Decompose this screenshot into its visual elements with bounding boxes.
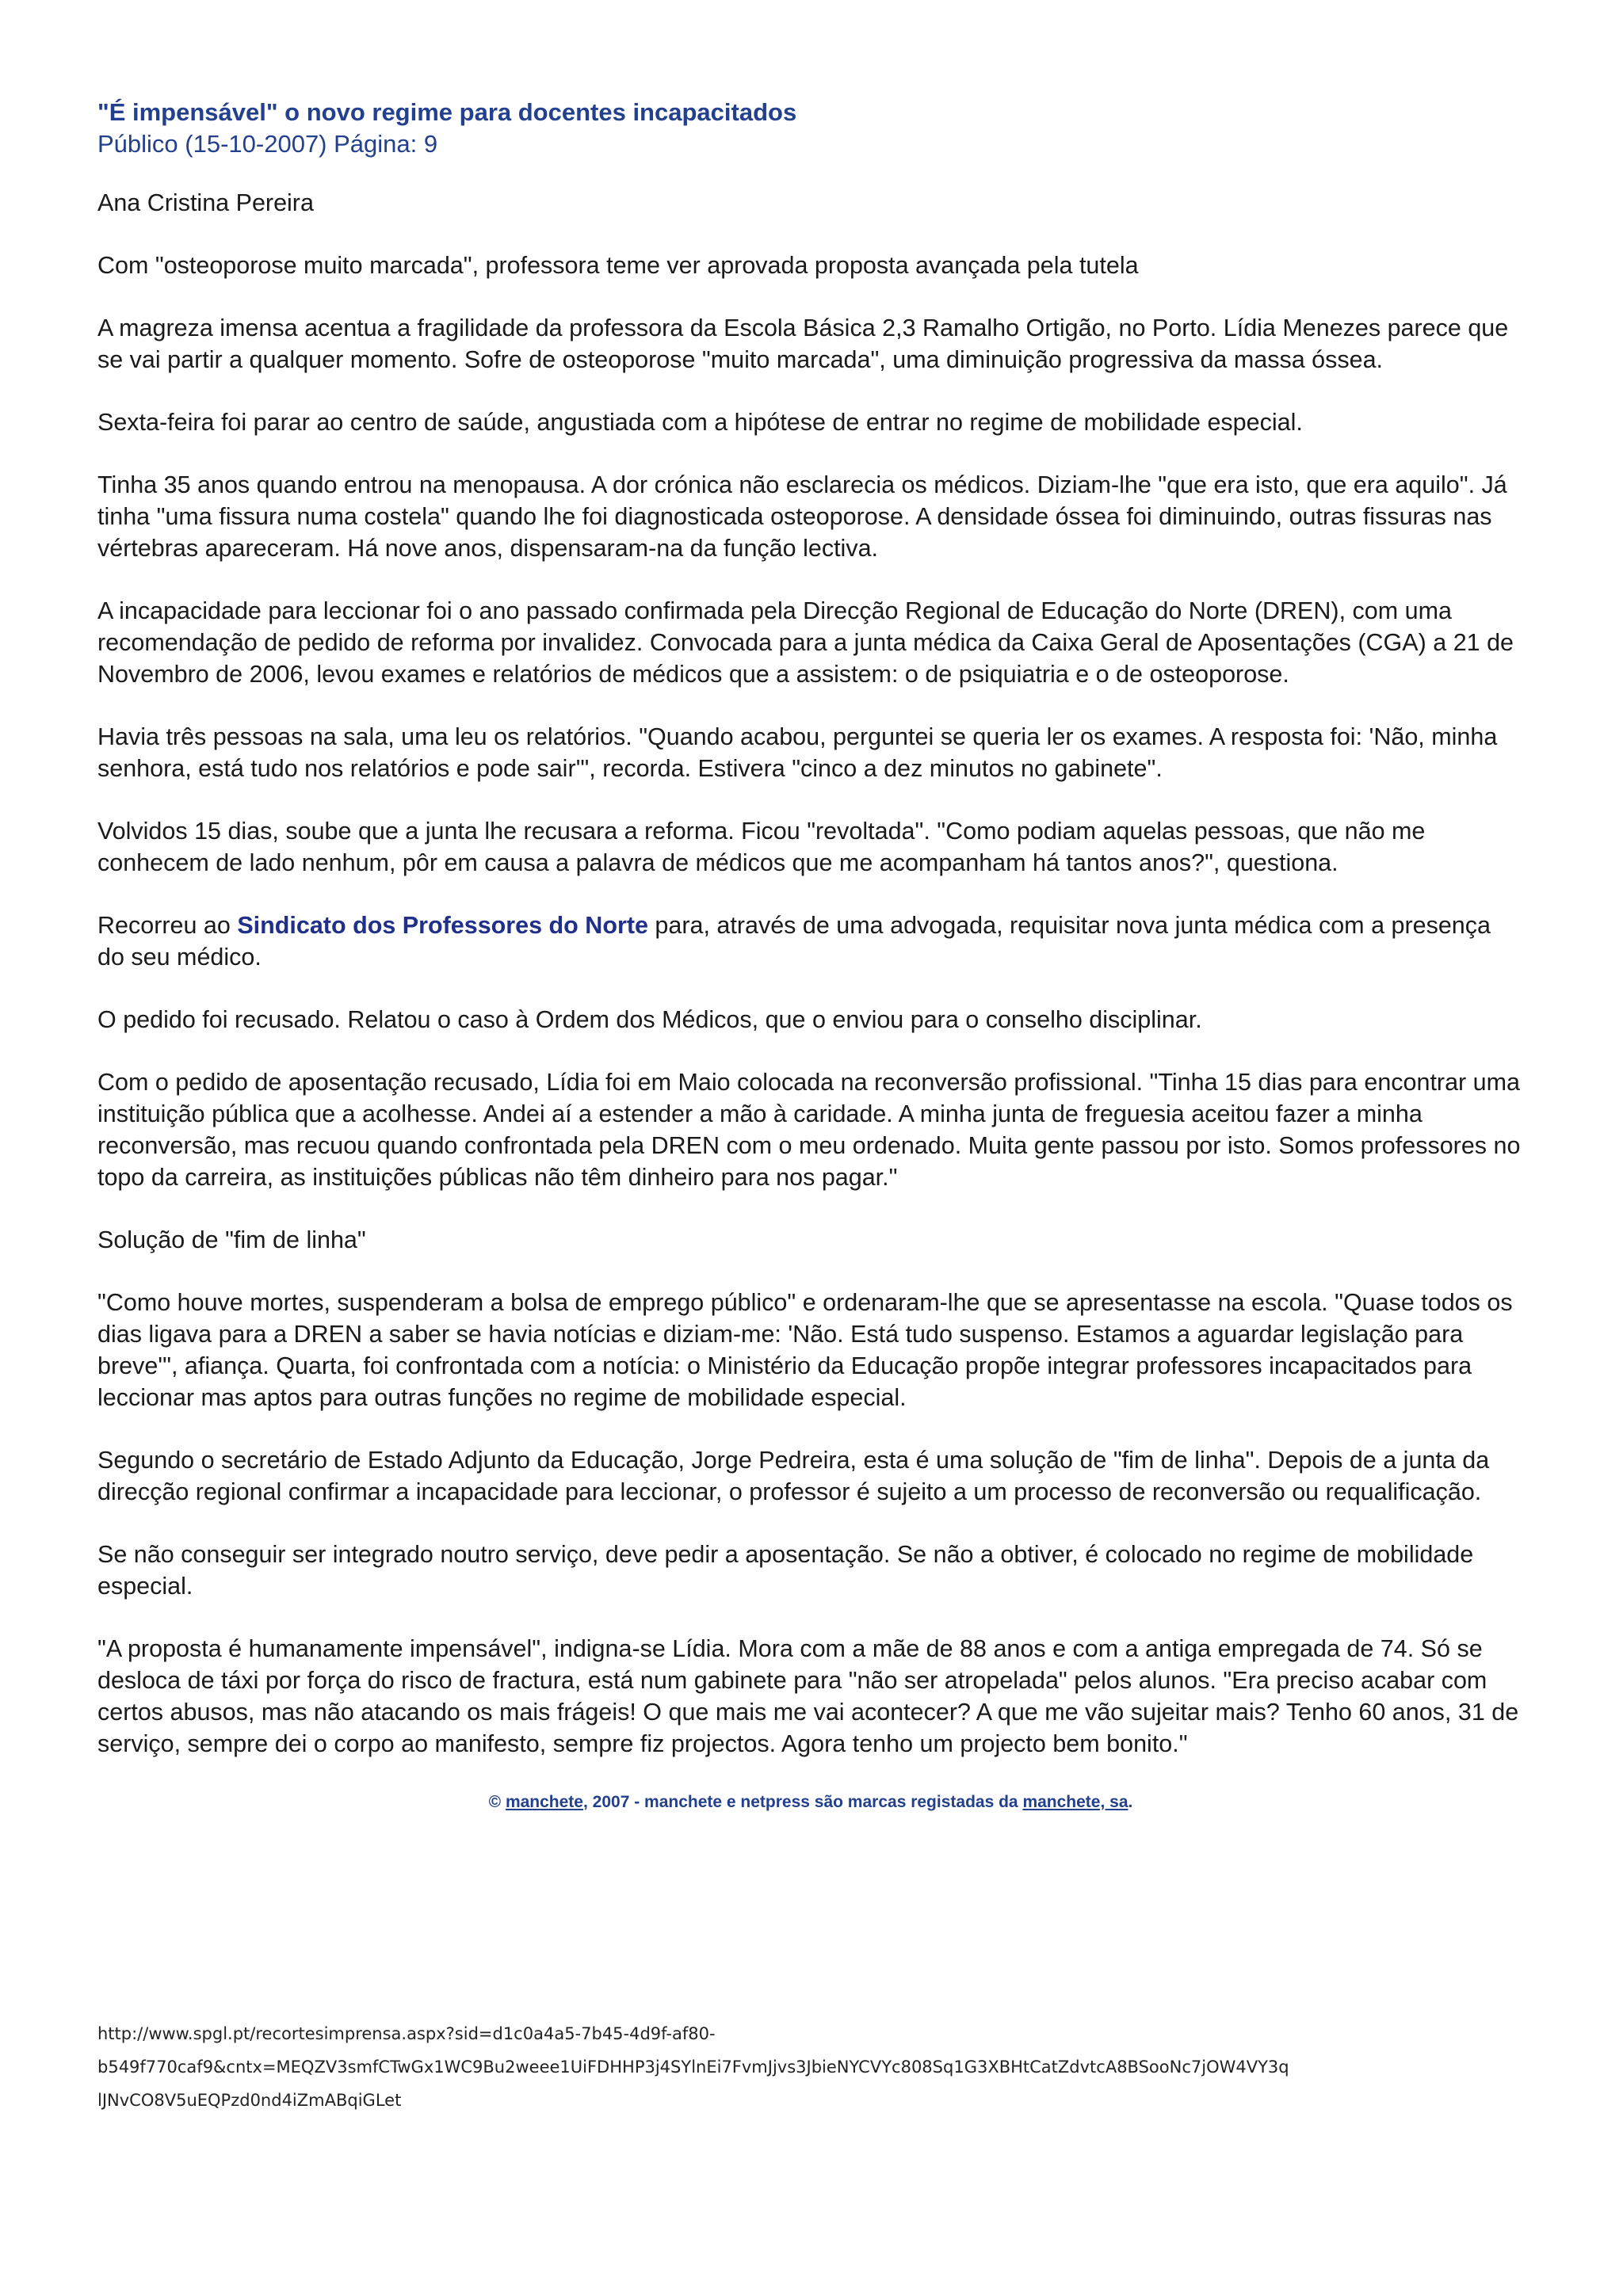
copyright-symbol: © xyxy=(488,1793,506,1811)
article-lead: Com "osteoporose muito marcada", professora teme ver aprovada proposta avançada pela tutela xyxy=(97,252,1139,279)
url-line: http://www.spgl.pt/recortesimprensa.aspx?sid=d1c0a4a5-7b45-4d9f-af80- xyxy=(97,2024,716,2043)
article-page xyxy=(97,97,1524,1814)
article-author: Ana Cristina Pereira xyxy=(97,189,314,216)
article-paragraph: "A proposta é humanamente impensável", indigna-se Lídia. Mora com a mãe de 88 anos e com a antiga empregada de 74. Só se desloca de táxi por força do risco de fractura, está num gabinete para "não ser atropelada" pelos alunos. "Era preciso acabar com certos abusos, mas não atacando os mais frágeis! O que mais me vai acontecer? A que me vão sujeitar mais? Tenho 60 anos, 31 de serviço, sempre dei o corpo ao manifesto, sempre fiz projectos. Agora tenho um projecto bem bonito." xyxy=(97,1635,1519,1757)
paragraph-text: para, através de uma advogada, requisitar nova junta médica com a presença do seu médico. xyxy=(97,912,1491,971)
article-paragraph: A incapacidade para leccionar foi o ano passado confirmada pela Direcção Regional de Educação do Norte (DREN), com uma recomendação de pedido de reforma por invalidez. Convocada para a junta médica da Caixa Geral de Aposentações (CGA) a 21 de Novembro de 2006, levou exames e relatórios de médicos que a assistem: o de psiquiatria e o de osteoporose. xyxy=(97,597,1514,688)
copyright-footer xyxy=(97,1791,1524,1814)
manchete-link[interactable]: manchete xyxy=(505,1793,583,1811)
article-paragraph: Sexta-feira foi parar ao centro de saúde, angustiada com a hipótese de entrar no regime de mobilidade especial. xyxy=(97,409,1303,436)
article-paragraph: Havia três pessoas na sala, uma leu os relatórios. "Quando acabou, perguntei se queria ler os exames. A resposta foi: 'Não, minha senhora, está tudo nos relatórios e pode sair'", recorda. Estivera "cinco a dez minutos no gabinete". xyxy=(97,723,1498,782)
article-paragraph: Com o pedido de aposentação recusado, Lídia foi em Maio colocada na reconversão profissional. "Tinha 15 dias para encontrar uma instituição pública que a acolhesse. Andei aí a estender a mão à caridade. A minha junta de freguesia aceitou fazer a minha reconversão, mas recuou quando confrontada pela DREN com o meu ordenado. Muita gente passou por isto. Somos professores no topo da carreira, as instituições públicas não têm dinheiro para nos pagar." xyxy=(97,1069,1521,1191)
article-subhead: Solução de "fim de linha" xyxy=(97,1226,366,1253)
article-paragraph: Tinha 35 anos quando entrou na menopausa. A dor crónica não esclarecia os médicos. Diziam-lhe "que era isto, que era aquilo". Já tinha "uma fissura numa costela" quando lhe foi diagnosticada osteoporose. A densidade óssea foi diminuindo, outras fissuras nas vértebras apareceram. Há nove anos, dispensaram-na da função lectiva. xyxy=(97,471,1507,562)
paragraph-text: Recorreu ao xyxy=(97,912,238,939)
union-link[interactable]: Sindicato dos Professores do Norte xyxy=(237,912,648,939)
article-paragraph: Se não conseguir ser integrado noutro serviço, deve pedir a aposentação. Se não a obtiver, é colocado no regime de mobilidade especial. xyxy=(97,1541,1474,1600)
article-source: Público (15-10-2007) Página: 9 xyxy=(97,130,438,158)
article-paragraph: Segundo o secretário de Estado Adjunto da Educação, Jorge Pedreira, esta é uma solução de "fim de linha". Depois de a junta da direcção regional confirmar a incapacidade para leccionar, o professor é sujeito a um processo de reconversão ou requalificação. xyxy=(97,1447,1490,1505)
source-url xyxy=(97,2017,1524,2117)
copyright-text: , 2007 - manchete e netpress são marcas registadas da xyxy=(582,1793,1023,1811)
manchete-sa-link[interactable]: manchete, sa xyxy=(1022,1793,1128,1811)
url-line: b549f770caf9&cntx=MEQZV3smfCTwGx1WC9Bu2weee1UiFDHHP3j4SYlnEi7FvmJjvs3JbieNYCVYc808Sq1G3XBHtCatZdvtcA8BSooNc7jOW4VY3q xyxy=(97,2058,1289,2077)
article-paragraph: Volvidos 15 dias, soube que a junta lhe recusara a reforma. Ficou "revoltada". "Como podiam aquelas pessoas, que não me conhecem de lado nenhum, pôr em causa a palavra de médicos que me acompanham há tantos anos?", questiona. xyxy=(97,818,1426,876)
article-paragraph: A magreza imensa acentua a fragilidade da professora da Escola Básica 2,3 Ramalho Ortigão, no Porto. Lídia Menezes parece que se vai partir a qualquer momento. Sofre de osteoporose "muito marcada", uma diminuição progressiva da massa óssea. xyxy=(97,315,1509,373)
article-paragraph xyxy=(97,910,1524,973)
article-paragraph: "Como houve mortes, suspenderam a bolsa de emprego público" e ordenaram-lhe que se apresentasse na escola. "Quase todos os dias ligava para a DREN a saber se havia notícias e diziam-me: 'Não. Está tudo suspenso. Estamos a aguardar legislação para breve'", afiança. Quarta, foi confrontada com a notícia: o Ministério da Educação propõe integrar professores incapacitados para leccionar mas aptos para outras funções no regime de mobilidade especial. xyxy=(97,1289,1513,1411)
copyright-end: . xyxy=(1128,1793,1133,1811)
article-title: "É impensável" o novo regime para docentes incapacitados xyxy=(97,98,797,126)
article-paragraph: O pedido foi recusado. Relatou o caso à Ordem dos Médicos, que o enviou para o conselho disciplinar. xyxy=(97,1006,1202,1033)
url-line: lJNvCO8V5uEQPzd0nd4iZmABqiGLet xyxy=(97,2091,402,2110)
